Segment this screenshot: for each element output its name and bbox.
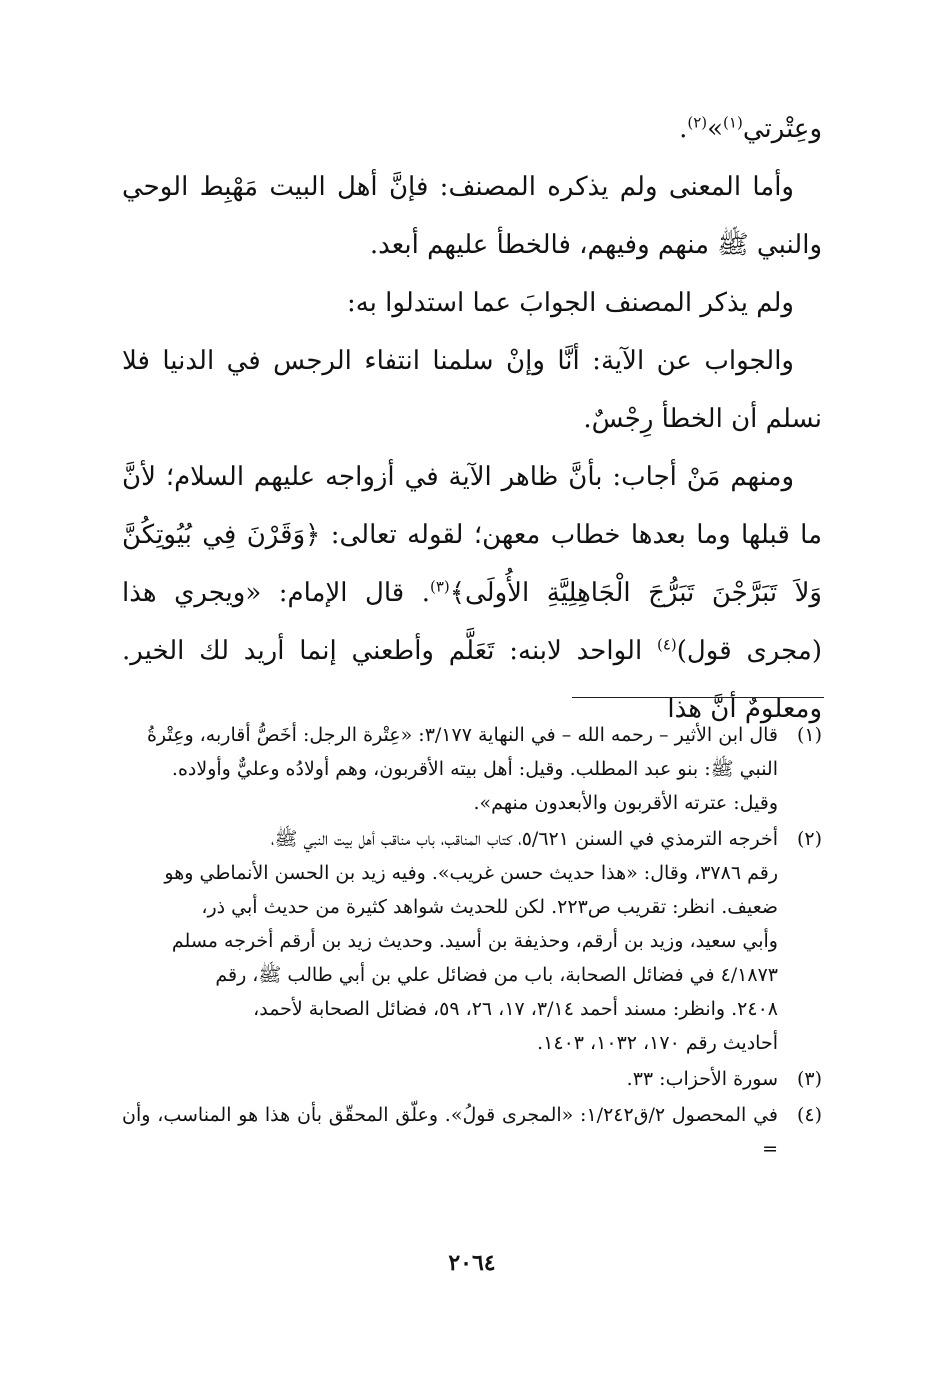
footnote-2	[122, 822, 822, 1060]
page-number: ٢٠٦٤	[448, 1250, 496, 1276]
paragraph-4: والجواب عن الآية: أنَّا وإنْ سلمنا انتفاء الرجس في الدنيا فلا نسلم أن الخطأ رِجْسٌ.	[122, 346, 822, 434]
footnote-ref-1[interactable]: (١)	[723, 113, 743, 132]
footnote-line: أحاديث رقم ١٧٠، ١٠٣٢، ١٤٠٣.	[537, 1032, 778, 1054]
footnote-ref-4[interactable]: (٤)	[656, 635, 677, 654]
main-text	[122, 100, 822, 738]
p1-text: وعِتْرتي	[742, 114, 822, 144]
paragraph-3: ولم يذكر المصنف الجوابَ عما استدلوا به:	[346, 288, 794, 318]
footnote-4	[122, 1098, 822, 1166]
paragraph-5	[122, 448, 822, 738]
footnote-line: ٢٤٠٨. وانظر: مسند أحمد ٣/١٤، ١٧، ٢٦، ٥٩، فضائل الصحابة لأحمد،	[253, 998, 778, 1020]
footnote-number: (٤)	[796, 1104, 822, 1126]
p5-part1: ومنهم مَنْ أجاب: بأنَّ ظاهر الآية في أزواجه عليهم السلام؛ لأنَّ ما قبلها وما بعدها خطاب معهن؛ لقوله تعالى: ﴿وَقَرْنَ فِي بُيُوتِكُنَّ وَلاَ تَبَرَّجْنَ تَبَرُّجَ الْجَاهِلِيَّةِ الأُولَى﴾	[122, 462, 822, 608]
p5-part3: الواحد لابنه: تَعَلَّم وأطعني إنما أريد لك الخير. ومعلومٌ أنَّ هذا	[122, 636, 822, 724]
footnote-line: وأبي سعيد، وزيد بن أرقم، وحذيفة بن أسيد. وحديث زيد بن أرقم أخرجه مسلم	[171, 930, 778, 952]
p5-part2: . قال الإمام: «ويجري هذا (مجرى قول)	[122, 578, 823, 666]
footnote-3	[122, 1062, 822, 1096]
footnote-number: (٣)	[796, 1068, 822, 1090]
p1-period: .	[679, 114, 688, 144]
footnote-line: رقم ٣٧٨٦، وقال: «هذا حديث حسن غريب». وفيه زيد بن الحسن الأنماطي وهو	[164, 862, 778, 884]
paragraph-1	[122, 100, 822, 158]
footnote-line: وقيل: عترته الأقربون والأبعدون منهم».	[473, 792, 778, 814]
footnote-line: في المحصول ٢/ق١/٢٤٢: «المجرى قولُ». وعلّق المحقّق بأن هذا هو المناسب، وأن =	[122, 1104, 778, 1160]
footnote-separator	[572, 697, 824, 698]
footnote-1	[122, 718, 822, 820]
footnote-ref-2[interactable]: (٢)	[687, 113, 708, 132]
footnote-line: ٤/١٨٧٣ في فضائل الصحابة، باب من فضائل علي بن أبي طالب ﷺ، رقم	[215, 964, 778, 986]
p1-quote-close: »	[707, 114, 724, 144]
footnote-ref-3[interactable]: (٣)	[429, 577, 450, 596]
footnote-number: (٢)	[796, 828, 822, 850]
footnote-line: النبي ﷺ: بنو عبد المطلب. وقيل: أهل بيته الأقربون، وهم أولادُه وعليٌّ وأولاده.	[171, 758, 778, 780]
footnote-line: أخرجه الترمذي في السنن ٥/٦٢١، كتاب المناقب، باب مناقب أهل بيت النبي ﷺ،	[270, 828, 778, 850]
paragraph-2: وأما المعنى ولم يذكره المصنف: فإنَّ أهل البيت مَهْبِط الوحي والنبي ﷺ منهم وفيهم، فالخطأ عليهم أبعد.	[122, 172, 822, 260]
footnote-number: (١)	[796, 724, 822, 746]
footnote-line: سورة الأحزاب: ٣٣.	[626, 1068, 778, 1090]
footnote-line: قال ابن الأثير – رحمه الله – في النهاية ٣/١٧٧: «عِتْرة الرجل: أخَصُّ أقاربه، وعِتْرةُ	[146, 724, 778, 746]
footnotes	[122, 718, 822, 1168]
footnote-line: ضعيف. انظر: تقريب ص٢٢٣. لكن للحديث شواهد كثيرة من حديث أبي ذر،	[201, 896, 778, 918]
